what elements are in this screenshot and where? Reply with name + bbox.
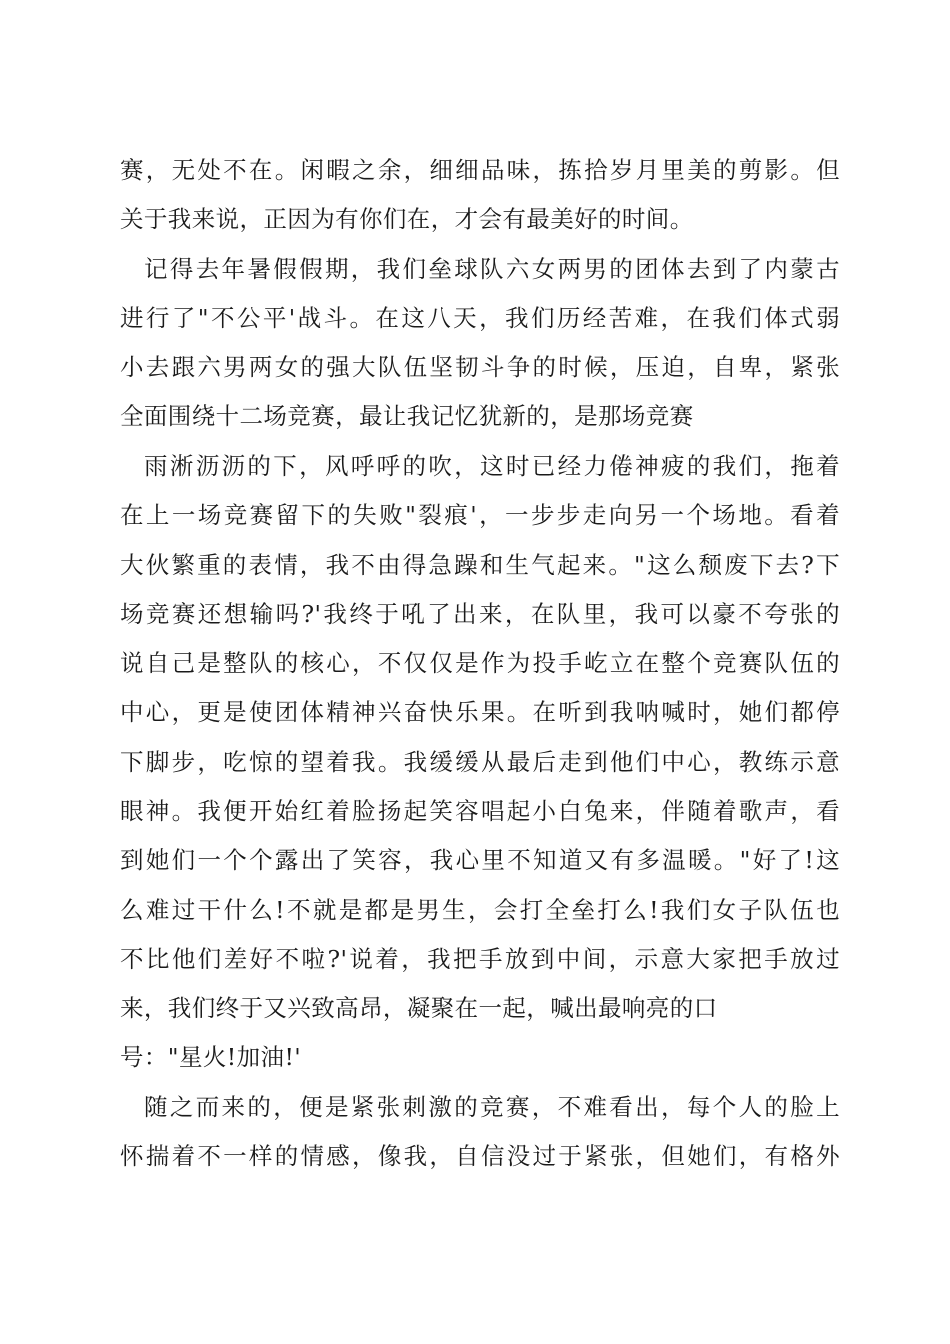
text-line: 中心，更是使团体精神兴奋快乐果。在听到我呐喊时，她们都停 [120, 698, 840, 726]
text-line: 场竞赛还想输吗?'我终于吼了出来，在队里，我可以豪不夸张的 [120, 600, 840, 628]
paragraph-first-line: 记得去年暑假假期，我们垒球队六女两男的团体去到了内蒙古 [144, 255, 840, 283]
text-line: 进行了"不公平'战斗。在这八天，我们历经苦难，在我们体式弱 [120, 304, 840, 332]
text-line: 说自己是整队的核心，不仅仅是作为投手屹立在整个竞赛队伍的 [120, 649, 840, 677]
text-line: 不比他们差好不啦?'说着，我把手放到中间，示意大家把手放过 [120, 945, 840, 973]
text-line: 怀揣着不一样的情感，像我，自信没过于紧张，但她们，有格外 [120, 1142, 840, 1170]
text-line: 小去跟六男两女的强大队伍坚韧斗争的时候，压迫，自卑，紧张 [120, 353, 840, 381]
text-line: 眼神。我便开始红着脸扬起笑容唱起小白兔来，伴随着歌声，看 [120, 797, 840, 825]
text-line: 在上一场竞赛留下的失败"裂痕'，一步步走向另一个场地。看着 [120, 501, 840, 529]
text-line: 下脚步，吃惊的望着我。我缓缓从最后走到他们中心，教练示意 [120, 748, 840, 776]
text-line: 号："星火!加油!' [120, 1043, 302, 1071]
text-line: 全面围绕十二场竞赛，最让我记忆犹新的，是那场竞赛 [120, 402, 694, 430]
text-line: 大伙繁重的表情，我不由得急躁和生气起来。"这么颓废下去?下 [120, 551, 840, 579]
text-line: 到她们一个个露出了笑容，我心里不知道又有多温暖。"好了!这 [120, 846, 840, 874]
paragraph-first-line: 随之而来的，便是紧张刺激的竞赛，不难看出，每个人的脸上 [144, 1093, 840, 1121]
text-line: 来，我们终于又兴致高昂，凝聚在一起，喊出最响亮的口 [120, 994, 718, 1022]
text-line: 关于我来说，正因为有你们在，才会有最美好的时间。 [120, 205, 694, 233]
text-line: 么难过干什么!不就是都是男生，会打全垒打么!我们女子队伍也 [120, 896, 840, 924]
text-line: 赛，无处不在。闲暇之余，细细品味，拣拾岁月里美的剪影。但 [120, 156, 840, 184]
paragraph-first-line: 雨淅沥沥的下，风呼呼的吹，这时已经力倦神疲的我们，拖着 [144, 452, 840, 480]
